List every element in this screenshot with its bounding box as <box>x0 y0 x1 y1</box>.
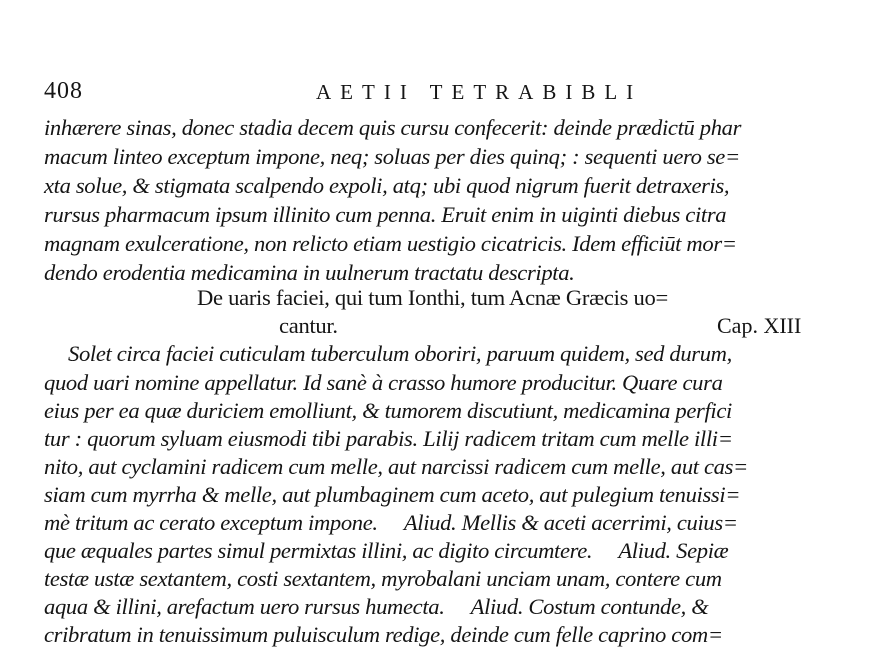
page-header <box>44 78 844 108</box>
text-line: dendo erodentia medicamina in uulnerum tractatu descripta. <box>44 260 575 285</box>
text-line: siam cum myrrha & melle, aut plumbaginem cum aceto, aut pulegium tenuissi= <box>44 482 741 507</box>
text-line: rursus pharmacum ipsum illinito cum penna. Eruit enim in uiginti diebus citra <box>44 202 727 227</box>
text-line: que æquales partes simul permixtas illini, ac digito circumtere. Aliud. Sepiæ <box>44 538 729 563</box>
text-line: eius per ea quæ duriciem emolliunt, & tumorem discutiunt, medicamina perfici <box>44 398 732 423</box>
text-line: magnam exulceratione, non relicto etiam uestigio cicatricis. Idem efficiūt mor= <box>44 231 737 256</box>
text-line: cribratum in tenuissimum puluisculum redige, deinde cum felle caprino com= <box>44 622 723 647</box>
text-line: macum linteo exceptum impone, neq; soluas per dies quinq; : sequenti uero se= <box>44 144 740 169</box>
chapter-title-line-1: De uaris faciei, qui tum Ionthi, tum Acnæ Græcis uo= <box>197 285 668 310</box>
text-line: aqua & illini, arefactum uero rursus humecta. Aliud. Costum contunde, & <box>44 594 709 619</box>
text-line: inhærere sinas, donec stadia decem quis cursu confecerit: deinde prædictū phar <box>44 115 742 140</box>
running-head: AETII TETRABIBLI <box>316 80 643 104</box>
text-line: tur : quorum syluam eiusmodi tibi parabis. Lilij radicem tritam cum melle illi= <box>44 426 733 451</box>
page-number: 408 <box>44 78 83 104</box>
text-line: testæ ustæ sextantem, costi sextantem, myrobalani unciam unam, contere cum <box>44 566 722 591</box>
text-line: xta solue, & stigmata scalpendo expoli, atq; ubi quod nigrum fuerit detraxeris, <box>44 173 730 198</box>
chapter-title-line-2: cantur. <box>279 313 338 338</box>
text-line: mè tritum ac cerato exceptum impone. Aliud. Mellis & aceti acerrimi, cuius= <box>44 510 738 535</box>
text-line: nito, aut cyclamini radicem cum melle, aut narcissi radicem cum melle, aut cas= <box>44 454 748 479</box>
text-line: Solet circa faciei cuticulam tuberculum oboriri, paruum quidem, sed durum, <box>68 341 732 366</box>
chapter-number: Cap. XIII <box>717 313 802 338</box>
text-line: quod uari nomine appellatur. Id sanè à crasso humore producitur. Quare cura <box>44 370 723 395</box>
